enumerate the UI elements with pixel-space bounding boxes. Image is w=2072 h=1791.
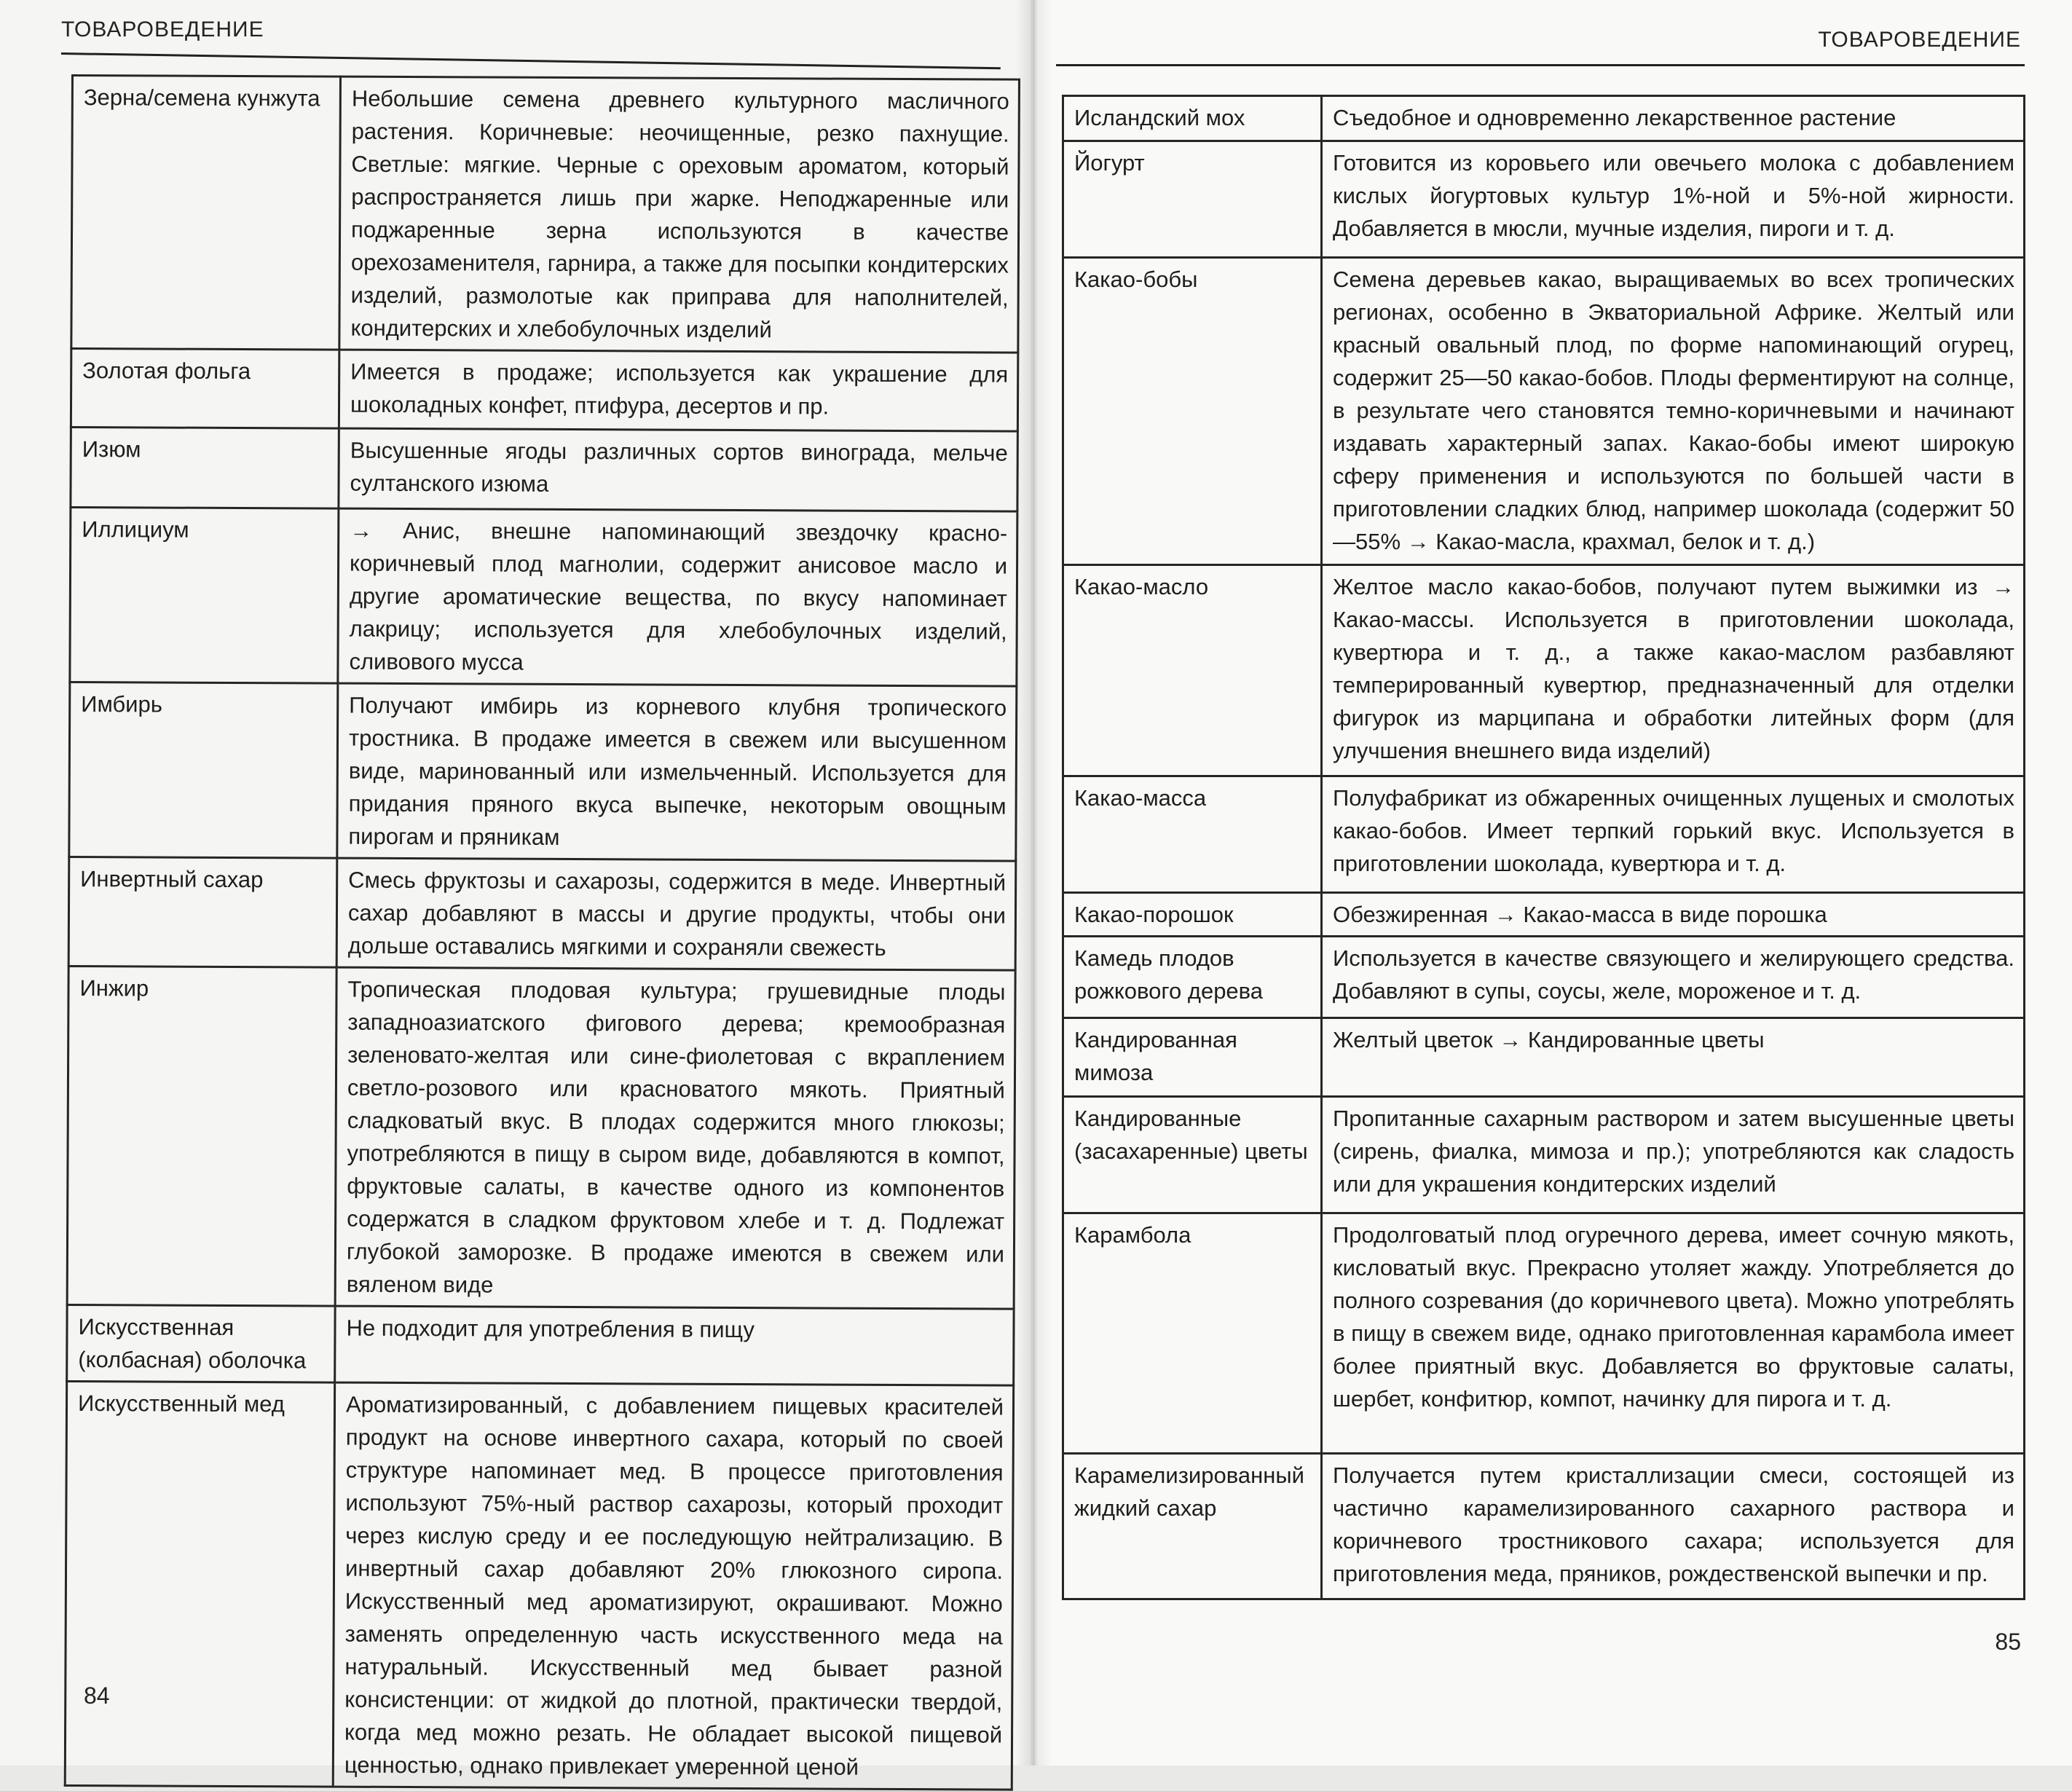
term-cell: Золотая фольга [71, 349, 339, 429]
table-row [1063, 565, 2025, 776]
term-cell: Какао-масло [1063, 565, 1322, 776]
definition-cell: Высушенные ягоды различных сортов винограда, мельче султанского изюма [339, 428, 1017, 511]
definition-cell: Имеется в продаже; используется как украшение для шоколадных конфет, птифура, десертов и пр. [339, 350, 1017, 431]
table-row [71, 349, 1017, 432]
table-row [67, 1304, 1014, 1385]
term-cell: Иллициум [70, 508, 339, 684]
table-row [1063, 776, 2025, 893]
running-head: ТОВАРОВЕДЕНИЕ [1818, 28, 2021, 52]
table-row [70, 508, 1017, 687]
table-row [1063, 937, 2025, 1018]
table-row [1063, 258, 2025, 565]
term-cell: Какао-масса [1063, 776, 1322, 893]
definition-cell: Желтое масло какао-бобов, получают путем выжимки из → Какао-массы. Используется в приготовлении шоколада, кувертюра и т. д., а также какао-маслом разбавляют темперированный кувертюр, предназначенный для отделки фигурок из марципана и обработки литейных форм (для улучшения внешнего вида изделий) [1322, 565, 2025, 776]
right-page [1034, 0, 2072, 1766]
term-cell: Зерна/семена кунжута [71, 76, 341, 350]
table-row [65, 1381, 1013, 1790]
term-cell: Инжир [67, 966, 336, 1306]
definition-cell: Продолговатый плод огуречного дерева, имеет сочную мякоть, кисловатый вкус. Прекрасно утоляет жажду. Употребляется до полного созревания (до коричневого цвета). Можно употреблять в пищу в свежем виде, однако приготовленная карамбола имеет более приятный вкус. Добавляется во фруктовые салаты, шербет, конфитюр, компот, начинку для пирога и т. д. [1322, 1213, 2025, 1454]
definition-cell: Обезжиренная → Какао-масса в виде порошка [1322, 893, 2025, 937]
table-row [71, 76, 1020, 353]
left-page [0, 0, 1031, 1780]
term-cell: Камедь плодов рожкового дерева [1063, 937, 1322, 1018]
table-row [69, 682, 1017, 861]
definition-cell: Желтый цветок → Кандированные цветы [1322, 1018, 2025, 1097]
term-cell: Инвертный сахар [68, 857, 337, 967]
book-gutter [1016, 0, 1052, 1766]
table-row [1063, 1097, 2025, 1213]
term-cell: Кандированные (засахаренные) цветы [1063, 1097, 1322, 1213]
table-row [1063, 1213, 2025, 1454]
definition-cell: Не подходит для употребления в пищу [335, 1306, 1014, 1385]
table-row [1063, 893, 2025, 937]
term-cell: Карамбола [1063, 1213, 1322, 1454]
table-row [68, 857, 1016, 970]
definition-cell: Ароматизированный, с добавлением пищевых красителей продукт на основе инвертного сахара, который по своей структуре напоминает мед. В процессе приготовления используют 75%-ный раствор сахарозы, который проходит через кислую среду и ее последующую нейтрализацию. В инвертный сахар добавляют 20% глюкозного сиропа. Искусственный мед ароматизируют, окрашивают. Можно заменять определенную часть искусственного меда на натуральный. Искусственный мед бывает разной консистенции: от жидкой до плотной, практически твердой, когда мед можно резать. Не обладает высокой пищевой ценностью, однако привлекает умеренной ценой [333, 1382, 1013, 1790]
term-cell: Кандированная мимоза [1063, 1018, 1322, 1097]
table-row [67, 966, 1015, 1309]
table-row [1063, 96, 2025, 141]
header-rule [61, 52, 1001, 69]
page-number: 85 [1995, 1629, 2021, 1655]
running-head: ТОВАРОВЕДЕНИЕ [61, 17, 264, 42]
definition-cell: Семена деревьев какао, выращиваемых во всех тропических регионах, особенно в Экваториальной Африке. Желтый или красный овальный плод, по форме напоминающий огурец, содержит 25—50 какао-бобов. Плоды ферментируют на солнце, в результате чего становятся темно-коричневыми и начинают издавать характерный запах. Какао-бобы имеют широкую сферу применения и используются по большей части в приготовлении сладких блюд, например шоколада (содержит 50—55% → Какао-масла, крахмал, белок и т. д.) [1322, 258, 2025, 565]
table-row [1063, 1454, 2025, 1599]
term-cell: Карамелизированный жидкий сахар [1063, 1454, 1322, 1599]
definition-cell: Используется в качестве связующего и желирующего средства. Добавляют в супы, соусы, желе, мороженое и т. д. [1322, 937, 2025, 1018]
definition-cell: Полуфабрикат из обжаренных очищенных лущеных и смолотых какао-бобов. Имеет терпкий горький вкус. Используется в приготовлении шоколада, кувертюра и т. д. [1322, 776, 2025, 893]
header-rule [1056, 64, 2025, 66]
definition-cell: Съедобное и одновременно лекарственное растение [1322, 96, 2025, 141]
table-row [1063, 141, 2025, 258]
definition-cell: Получается путем кристаллизации смеси, состоящей из частично карамелизированного сахарного раствора и коричневого тростникового сахара; используется для приготовления меда, пряников, рождественской выпечки и пр. [1322, 1454, 2025, 1599]
term-cell: Исландский мох [1063, 96, 1322, 141]
term-cell: Искусственный мед [65, 1381, 334, 1787]
definition-cell: Небольшие семена древнего культурного масличного растения. Коричневые: неочищенные, резко пахнущие. Светлые: мягкие. Черные с ореховым ароматом, который распространяется лишь при жарке. Неподжаренные или поджаренные зерна используются в качестве орехозаменителя, гарнира, а также для посыпки кондитерских изделий, размолотые как приправа для наполнителей, кондитерских и хлебобулочных изделий [339, 76, 1020, 353]
table-row [71, 428, 1017, 512]
term-cell: Какао-бобы [1063, 258, 1322, 565]
definition-cell: → Анис, внешне напоминающий звездочку красно-коричневый плод магнолии, содержит анисовое масло и другие ароматические вещества, по вкусу напоминает лакрицу; используется для хлебобулочных изделий, сливового мусса [338, 508, 1017, 686]
table-row [1063, 1018, 2025, 1097]
definition-cell: Получают имбирь из корневого клубня тропического тростника. В продаже имеется в свежем или высушенном виде, маринованный или измельченный. Используется для придания пряного вкуса выпечке, некоторым овощным пирогам и пряникам [337, 683, 1017, 861]
term-cell: Какао-порошок [1063, 893, 1322, 937]
definition-cell: Тропическая плодовая культура; грушевидные плоды западноазиатского фигового дерева; кремообразная зеленовато-желтая или сине-фиолетовая с вкраплением светло-розового или красноватого мякоть. Приятный сладковатый вкус. В плодах содержится много глюкозы; употребляются в пищу в сыром виде, добавляются в компот, фруктовые салаты, в качестве одного из компонентов содержатся в сладком фруктовом хлебе и т. д. Подлежат глубокой заморозке. В продаже имеются в свежем или вяленом виде [335, 967, 1015, 1309]
term-cell: Йогурт [1063, 141, 1322, 258]
definition-cell: Смесь фруктозы и сахарозы, содержится в меде. Инвертный сахар добавляют в массы и другие продукты, чтобы они дольше оставались мягкими и сохраняли свежесть [336, 858, 1016, 970]
term-cell: Имбирь [69, 682, 338, 858]
glossary-table-right [1062, 95, 2025, 1600]
page-number: 84 [84, 1682, 110, 1709]
term-cell: Изюм [71, 428, 339, 509]
glossary-table-left [64, 74, 1020, 1791]
term-cell: Искусственная (колбасная) оболочка [67, 1304, 335, 1382]
definition-cell: Готовится из коровьего или овечьего молока с добавлением кислых йогуртовых культур 1%-ной и 5%-ной жирности. Добавляется в мюсли, мучные изделия, пироги и т. д. [1322, 141, 2025, 258]
definition-cell: Пропитанные сахарным раствором и затем высушенные цветы (сирень, фиалка, мимоза и пр.); употребляются как сладость или для украшения кондитерских изделий [1322, 1097, 2025, 1213]
